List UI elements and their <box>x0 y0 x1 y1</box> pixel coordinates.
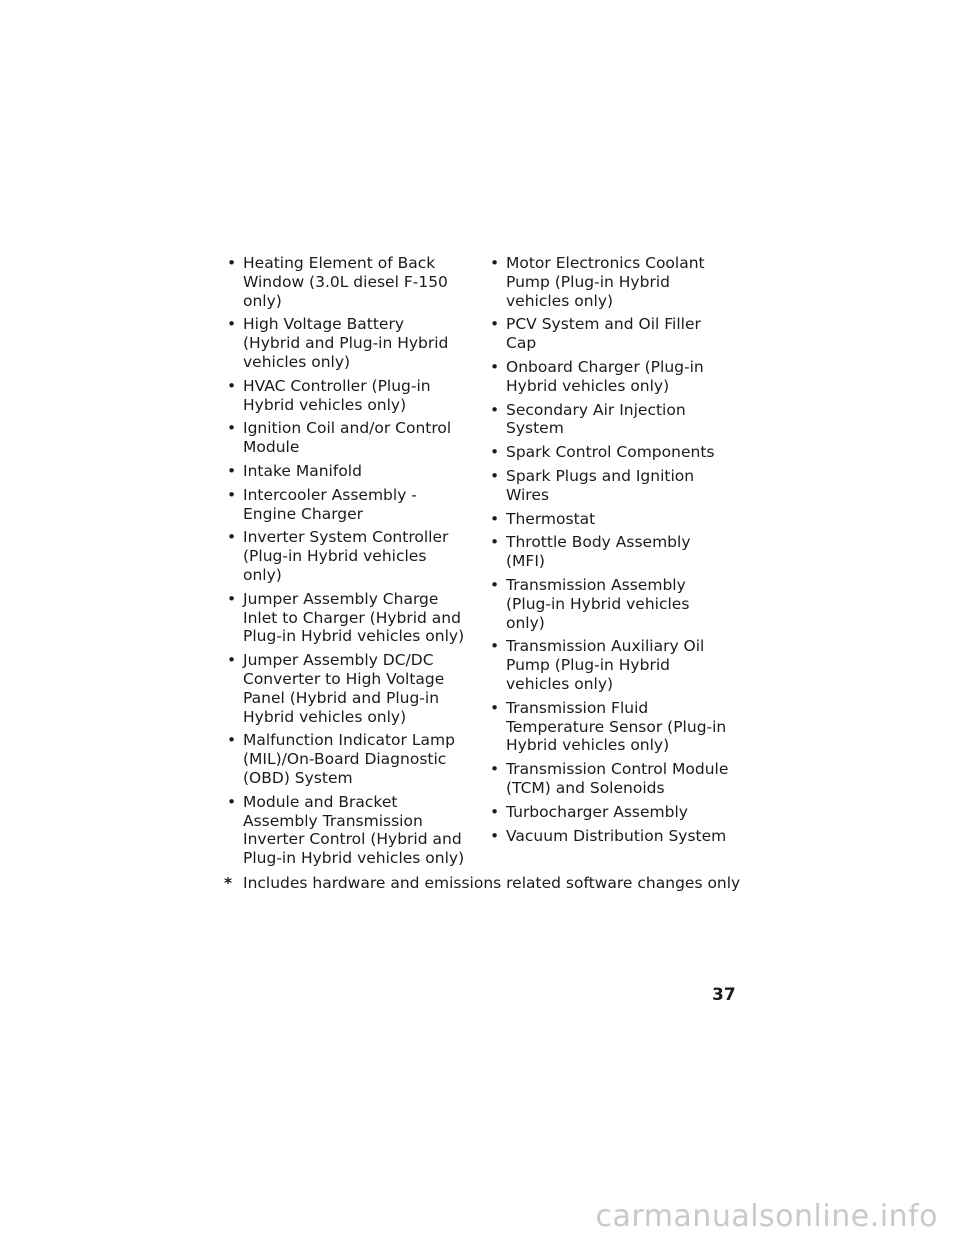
list-item <box>489 760 729 798</box>
bullet: • <box>227 528 237 547</box>
bullet: • <box>227 731 237 750</box>
list-item <box>489 467 729 505</box>
left-column-list <box>226 254 466 873</box>
list-item <box>489 637 729 693</box>
bullet: • <box>490 637 500 656</box>
watermark: carmanualsonline.info <box>595 1199 938 1234</box>
bullet: • <box>490 533 500 552</box>
list-item-text: Secondary Air Injection System <box>506 400 686 438</box>
bullet: • <box>227 315 237 334</box>
list-item <box>226 419 466 457</box>
list-item <box>489 254 729 310</box>
list-item <box>489 358 729 396</box>
bullet: • <box>490 400 500 419</box>
list-item <box>226 377 466 415</box>
list-item-text: Motor Electronics Coolant Pump (Plug-in Hybrid vehicles only) <box>506 254 705 310</box>
list-item-text: Jumper Assembly DC/DC Converter to High Voltage Panel (Hybrid and Plug-in Hybrid vehicles only) <box>243 651 445 726</box>
page-number: 37 <box>712 985 736 1005</box>
list-item-text: Vacuum Distribution System <box>506 826 727 845</box>
list-item-text: High Voltage Battery (Hybrid and Plug-in Hybrid vehicles only) <box>243 315 449 371</box>
list-item <box>489 576 729 632</box>
list-item-text: Inverter System Controller (Plug-in Hybrid vehicles only) <box>243 528 449 584</box>
list-item <box>489 443 729 462</box>
bullet: • <box>490 575 500 594</box>
bullet: • <box>227 651 237 670</box>
list-item-text: Ignition Coil and/or Control Module <box>243 419 452 457</box>
list-item <box>226 651 466 726</box>
list-item-text: Transmission Auxiliary Oil Pump (Plug-in Hybrid vehicles only) <box>506 637 705 693</box>
list-item <box>226 590 466 646</box>
list-item <box>226 731 466 787</box>
list-item-text: Transmission Assembly (Plug-in Hybrid vehicles only) <box>506 575 690 632</box>
list-item <box>226 528 466 584</box>
bullet: • <box>227 419 237 438</box>
footnote-asterisk: * <box>224 874 233 892</box>
list-item <box>489 699 729 755</box>
list-item <box>226 462 466 481</box>
list-item-text: Malfunction Indicator Lamp (MIL)/On-Board Diagnostic (OBD) System <box>243 731 455 787</box>
list-item-text: Intercooler Assembly - Engine Charger <box>243 485 417 523</box>
bullet: • <box>490 698 500 717</box>
list-item-text: Onboard Charger (Plug-in Hybrid vehicles only) <box>506 357 704 395</box>
footnote <box>224 873 740 893</box>
list-item-text: HVAC Controller (Plug-in Hybrid vehicles only) <box>243 376 431 414</box>
bullet: • <box>490 760 500 779</box>
list-item <box>226 315 466 371</box>
list-item-text: Thermostat <box>506 509 596 528</box>
bullet: • <box>490 443 500 462</box>
bullet: • <box>227 589 237 608</box>
list-item-text: Spark Plugs and Ignition Wires <box>506 466 695 504</box>
list-item <box>226 254 466 310</box>
list-item-text: Intake Manifold <box>243 461 362 480</box>
bullet: • <box>490 357 500 376</box>
bullet: • <box>490 466 500 485</box>
bullet: • <box>227 485 237 504</box>
list-item <box>489 827 729 846</box>
list-item-text: Transmission Control Module (TCM) and Solenoids <box>506 760 729 797</box>
bullet: • <box>490 826 500 845</box>
bullet: • <box>227 792 237 811</box>
list-item-text: Throttle Body Assembly (MFI) <box>506 533 691 571</box>
bullet: • <box>490 509 500 528</box>
list-item-text: Turbocharger Assembly <box>506 802 688 821</box>
list-item-text: PCV System and Oil Filler Cap <box>506 315 701 353</box>
list-item-text: Heating Element of Back Window (3.0L diesel F-150 only) <box>243 254 448 310</box>
right-column-list <box>489 254 729 850</box>
list-item <box>226 486 466 524</box>
bullet: • <box>227 461 237 480</box>
list-item-text: Transmission Fluid Temperature Sensor (Plug-in Hybrid vehicles only) <box>506 698 727 755</box>
bullet: • <box>490 254 500 272</box>
list-item <box>226 793 466 868</box>
footnote-text: Includes hardware and emissions related software changes only <box>243 874 741 892</box>
list-item-text: Spark Control Components <box>506 443 715 462</box>
list-item <box>489 315 729 353</box>
bullet: • <box>227 376 237 395</box>
list-item <box>489 533 729 571</box>
list-item <box>489 803 729 822</box>
list-item <box>489 401 729 439</box>
bullet: • <box>227 254 237 272</box>
bullet: • <box>490 802 500 821</box>
list-item-text: Jumper Assembly Charge Inlet to Charger (Hybrid and Plug-in Hybrid vehicles only) <box>243 589 465 646</box>
list-item <box>489 510 729 529</box>
list-item-text: Module and Bracket Assembly Transmission Inverter Control (Hybrid and Plug-in Hybrid vehicles only) <box>243 792 465 868</box>
bullet: • <box>490 315 500 334</box>
